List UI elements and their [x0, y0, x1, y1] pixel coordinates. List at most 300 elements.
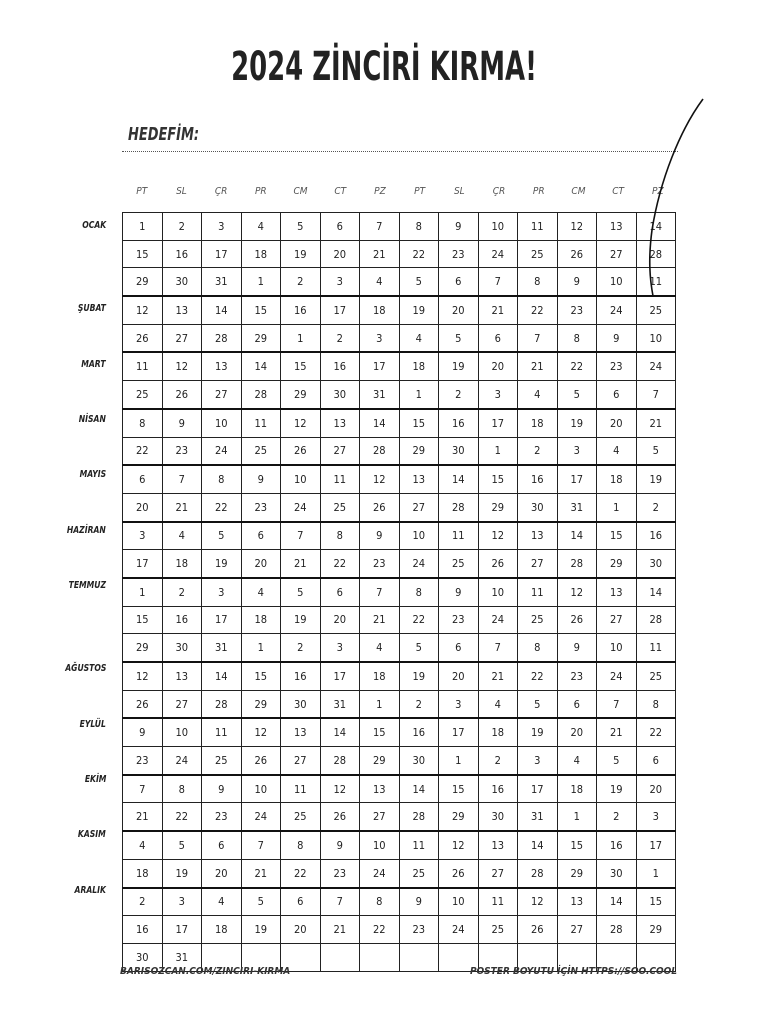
day-cell[interactable]: 12 — [439, 831, 479, 859]
day-cell[interactable]: 30 — [281, 690, 321, 718]
day-cell[interactable]: 24 — [597, 662, 637, 690]
day-cell[interactable]: 2 — [399, 690, 439, 718]
day-cell[interactable]: 19 — [557, 409, 597, 437]
day-cell[interactable]: 13 — [597, 213, 637, 241]
day-cell[interactable]: 7 — [162, 465, 202, 493]
day-cell[interactable]: 14 — [241, 352, 281, 380]
day-cell[interactable]: 29 — [281, 381, 321, 409]
day-cell[interactable]: 26 — [162, 381, 202, 409]
day-cell[interactable]: 7 — [478, 268, 518, 296]
day-cell[interactable]: 28 — [399, 803, 439, 831]
day-cell[interactable]: 15 — [360, 718, 400, 746]
day-cell[interactable]: 29 — [439, 803, 479, 831]
day-cell[interactable]: 12 — [281, 409, 321, 437]
day-cell[interactable]: 5 — [597, 747, 637, 775]
day-cell[interactable]: 26 — [518, 916, 558, 944]
day-cell[interactable]: 17 — [636, 831, 676, 859]
day-cell[interactable]: 20 — [320, 240, 360, 268]
day-cell[interactable]: 28 — [636, 606, 676, 634]
day-cell[interactable]: 27 — [162, 690, 202, 718]
day-cell[interactable]: 5 — [399, 634, 439, 662]
day-cell[interactable]: 13 — [597, 578, 637, 606]
day-cell[interactable]: 31 — [202, 268, 242, 296]
day-cell[interactable]: 7 — [360, 578, 400, 606]
day-cell[interactable]: 11 — [478, 888, 518, 916]
day-cell[interactable]: 21 — [597, 718, 637, 746]
day-cell[interactable]: 25 — [478, 916, 518, 944]
day-cell[interactable]: 25 — [281, 803, 321, 831]
day-cell[interactable]: 3 — [360, 324, 400, 352]
day-cell[interactable]: 7 — [636, 381, 676, 409]
day-cell[interactable]: 1 — [439, 747, 479, 775]
day-cell[interactable]: 15 — [636, 888, 676, 916]
day-cell[interactable]: 13 — [399, 465, 439, 493]
day-cell[interactable]: 15 — [478, 465, 518, 493]
day-cell[interactable]: 1 — [636, 859, 676, 887]
day-cell[interactable]: 21 — [360, 240, 400, 268]
day-cell[interactable]: 17 — [518, 775, 558, 803]
day-cell[interactable]: 25 — [636, 296, 676, 324]
day-cell[interactable]: 16 — [162, 240, 202, 268]
day-cell[interactable]: 18 — [162, 550, 202, 578]
day-cell[interactable]: 28 — [439, 493, 479, 521]
day-cell[interactable]: 17 — [320, 296, 360, 324]
day-cell[interactable]: 10 — [162, 718, 202, 746]
day-cell[interactable]: 13 — [162, 296, 202, 324]
day-cell[interactable]: 31 — [202, 634, 242, 662]
day-cell[interactable]: 6 — [320, 213, 360, 241]
day-cell[interactable]: 2 — [518, 437, 558, 465]
day-cell[interactable]: 21 — [241, 859, 281, 887]
day-cell[interactable]: 26 — [478, 550, 518, 578]
day-cell[interactable]: 9 — [162, 409, 202, 437]
day-cell[interactable]: 20 — [202, 859, 242, 887]
day-cell[interactable]: 5 — [162, 831, 202, 859]
day-cell[interactable]: 15 — [439, 775, 479, 803]
day-cell[interactable]: 12 — [518, 888, 558, 916]
day-cell[interactable]: 26 — [557, 240, 597, 268]
day-cell[interactable]: 16 — [281, 296, 321, 324]
day-cell[interactable]: 17 — [360, 352, 400, 380]
day-cell[interactable]: 16 — [123, 916, 163, 944]
day-cell[interactable]: 1 — [241, 634, 281, 662]
day-cell[interactable]: 19 — [162, 859, 202, 887]
day-cell[interactable]: 29 — [597, 550, 637, 578]
day-cell[interactable]: 10 — [478, 213, 518, 241]
day-cell[interactable]: 27 — [557, 916, 597, 944]
day-cell[interactable]: 8 — [360, 888, 400, 916]
day-cell[interactable]: 8 — [202, 465, 242, 493]
day-cell[interactable]: 29 — [241, 690, 281, 718]
day-cell[interactable]: 3 — [202, 578, 242, 606]
day-cell[interactable]: 16 — [281, 662, 321, 690]
day-cell[interactable]: 30 — [439, 437, 479, 465]
day-cell[interactable]: 16 — [320, 352, 360, 380]
day-cell[interactable]: 3 — [202, 213, 242, 241]
day-cell[interactable]: 14 — [202, 296, 242, 324]
day-cell[interactable]: 27 — [399, 493, 439, 521]
day-cell[interactable]: 17 — [439, 718, 479, 746]
day-cell[interactable]: 23 — [202, 803, 242, 831]
day-cell[interactable]: 27 — [597, 606, 637, 634]
day-cell[interactable]: 16 — [399, 718, 439, 746]
day-cell[interactable]: 19 — [281, 606, 321, 634]
day-cell[interactable]: 19 — [636, 465, 676, 493]
day-cell[interactable]: 5 — [281, 578, 321, 606]
day-cell[interactable]: 23 — [597, 352, 637, 380]
day-cell[interactable]: 2 — [281, 268, 321, 296]
day-cell[interactable]: 4 — [597, 437, 637, 465]
footer-poster-note[interactable]: POSTER BOYUTU İÇİN HTTPS://SOO.COOL — [469, 966, 677, 977]
day-cell[interactable]: 11 — [320, 465, 360, 493]
day-cell[interactable]: 22 — [202, 493, 242, 521]
day-cell[interactable]: 31 — [518, 803, 558, 831]
day-cell[interactable]: 9 — [241, 465, 281, 493]
day-cell[interactable]: 26 — [123, 324, 163, 352]
day-cell[interactable]: 18 — [597, 465, 637, 493]
day-cell[interactable]: 14 — [636, 213, 676, 241]
day-cell[interactable]: 14 — [399, 775, 439, 803]
day-cell[interactable]: 26 — [439, 859, 479, 887]
day-cell[interactable]: 28 — [597, 916, 637, 944]
day-cell[interactable]: 22 — [399, 240, 439, 268]
day-cell[interactable]: 23 — [439, 606, 479, 634]
day-cell[interactable]: 6 — [281, 888, 321, 916]
day-cell[interactable]: 10 — [241, 775, 281, 803]
day-cell[interactable]: 15 — [123, 606, 163, 634]
day-cell[interactable]: 14 — [597, 888, 637, 916]
day-cell[interactable]: 18 — [202, 916, 242, 944]
day-cell[interactable]: 13 — [518, 522, 558, 550]
day-cell[interactable]: 9 — [557, 634, 597, 662]
day-cell[interactable]: 4 — [518, 381, 558, 409]
day-cell[interactable]: 19 — [202, 550, 242, 578]
day-cell[interactable]: 23 — [360, 550, 400, 578]
day-cell[interactable]: 3 — [557, 437, 597, 465]
day-cell[interactable]: 18 — [478, 718, 518, 746]
day-cell[interactable]: 5 — [399, 268, 439, 296]
day-cell[interactable]: 27 — [518, 550, 558, 578]
day-cell[interactable]: 3 — [123, 522, 163, 550]
day-cell[interactable]: 8 — [281, 831, 321, 859]
day-cell[interactable]: 31 — [557, 493, 597, 521]
day-cell[interactable]: 24 — [478, 240, 518, 268]
day-cell[interactable]: 11 — [123, 352, 163, 380]
day-cell[interactable]: 24 — [399, 550, 439, 578]
day-cell[interactable]: 18 — [360, 296, 400, 324]
day-cell[interactable]: 23 — [123, 747, 163, 775]
footer-source-link[interactable]: BARISOZCAN.COM/ZINCIRI-KIRMA — [120, 966, 291, 977]
day-cell[interactable]: 6 — [123, 465, 163, 493]
day-cell[interactable]: 11 — [636, 268, 676, 296]
day-cell[interactable]: 10 — [281, 465, 321, 493]
day-cell[interactable]: 22 — [518, 296, 558, 324]
day-cell[interactable]: 11 — [241, 409, 281, 437]
day-cell[interactable]: 10 — [597, 268, 637, 296]
day-cell[interactable]: 28 — [518, 859, 558, 887]
day-cell[interactable]: 25 — [320, 493, 360, 521]
day-cell[interactable]: 27 — [162, 324, 202, 352]
day-cell[interactable]: 28 — [636, 240, 676, 268]
day-cell[interactable]: 8 — [399, 578, 439, 606]
day-cell[interactable]: 21 — [281, 550, 321, 578]
day-cell[interactable]: 19 — [439, 352, 479, 380]
day-cell[interactable]: 29 — [557, 859, 597, 887]
day-cell[interactable]: 4 — [360, 634, 400, 662]
day-cell[interactable]: 18 — [241, 606, 281, 634]
day-cell[interactable]: 20 — [557, 718, 597, 746]
day-cell[interactable]: 15 — [241, 662, 281, 690]
day-cell[interactable]: 22 — [518, 662, 558, 690]
day-cell[interactable]: 2 — [597, 803, 637, 831]
day-cell[interactable]: 20 — [241, 550, 281, 578]
day-cell[interactable]: 14 — [439, 465, 479, 493]
day-cell[interactable]: 10 — [439, 888, 479, 916]
day-cell[interactable]: 29 — [241, 324, 281, 352]
day-cell[interactable]: 4 — [123, 831, 163, 859]
day-cell[interactable]: 22 — [636, 718, 676, 746]
day-cell[interactable]: 13 — [360, 775, 400, 803]
day-cell[interactable]: 4 — [162, 522, 202, 550]
day-cell[interactable]: 13 — [202, 352, 242, 380]
day-cell[interactable]: 15 — [557, 831, 597, 859]
day-cell[interactable]: 25 — [123, 381, 163, 409]
day-cell[interactable]: 23 — [399, 916, 439, 944]
day-cell[interactable]: 30 — [518, 493, 558, 521]
day-cell[interactable]: 17 — [202, 606, 242, 634]
day-cell[interactable]: 9 — [360, 522, 400, 550]
day-cell[interactable]: 2 — [162, 578, 202, 606]
day-cell[interactable]: 26 — [241, 747, 281, 775]
day-cell[interactable]: 28 — [360, 437, 400, 465]
day-cell[interactable]: 22 — [281, 859, 321, 887]
day-cell[interactable]: 10 — [478, 578, 518, 606]
day-cell[interactable]: 4 — [202, 888, 242, 916]
day-cell[interactable]: 6 — [557, 690, 597, 718]
day-cell[interactable]: 28 — [202, 690, 242, 718]
day-cell[interactable]: 3 — [636, 803, 676, 831]
day-cell[interactable]: 12 — [162, 352, 202, 380]
day-cell[interactable]: 15 — [281, 352, 321, 380]
day-cell[interactable]: 27 — [320, 437, 360, 465]
day-cell[interactable]: 14 — [320, 718, 360, 746]
day-cell[interactable]: 17 — [162, 916, 202, 944]
day-cell[interactable]: 3 — [320, 634, 360, 662]
day-cell[interactable]: 15 — [123, 240, 163, 268]
day-cell[interactable]: 3 — [478, 381, 518, 409]
day-cell[interactable]: 30 — [399, 747, 439, 775]
day-cell[interactable]: 23 — [162, 437, 202, 465]
day-cell[interactable]: 13 — [557, 888, 597, 916]
day-cell[interactable]: 8 — [557, 324, 597, 352]
day-cell[interactable]: 1 — [478, 437, 518, 465]
day-cell[interactable]: 7 — [320, 888, 360, 916]
day-cell[interactable]: 8 — [123, 409, 163, 437]
day-cell[interactable]: 2 — [123, 888, 163, 916]
day-cell[interactable]: 6 — [241, 522, 281, 550]
day-cell[interactable]: 8 — [518, 634, 558, 662]
day-cell[interactable]: 30 — [478, 803, 518, 831]
day-cell[interactable]: 5 — [636, 437, 676, 465]
day-cell[interactable]: 21 — [518, 352, 558, 380]
day-cell[interactable]: 5 — [518, 690, 558, 718]
day-cell[interactable]: 6 — [320, 578, 360, 606]
day-cell[interactable]: 6 — [439, 268, 479, 296]
day-cell[interactable]: 20 — [478, 352, 518, 380]
day-cell[interactable]: 11 — [202, 718, 242, 746]
day-cell[interactable]: 6 — [439, 634, 479, 662]
day-cell[interactable]: 26 — [281, 437, 321, 465]
day-cell[interactable]: 20 — [439, 296, 479, 324]
day-cell[interactable]: 5 — [557, 381, 597, 409]
day-cell[interactable]: 24 — [162, 747, 202, 775]
day-cell[interactable]: 27 — [478, 859, 518, 887]
day-cell[interactable]: 11 — [636, 634, 676, 662]
day-cell[interactable]: 24 — [478, 606, 518, 634]
day-cell[interactable]: 20 — [281, 916, 321, 944]
day-cell[interactable]: 23 — [241, 493, 281, 521]
day-cell[interactable]: 3 — [518, 747, 558, 775]
day-cell[interactable]: 1 — [241, 268, 281, 296]
day-cell[interactable]: 25 — [518, 606, 558, 634]
day-cell[interactable]: 23 — [439, 240, 479, 268]
day-cell[interactable]: 6 — [597, 381, 637, 409]
day-cell[interactable]: 18 — [399, 352, 439, 380]
day-cell[interactable]: 17 — [320, 662, 360, 690]
day-cell[interactable]: 2 — [162, 213, 202, 241]
day-cell[interactable]: 25 — [518, 240, 558, 268]
day-cell[interactable]: 24 — [360, 859, 400, 887]
day-cell[interactable]: 19 — [281, 240, 321, 268]
day-cell[interactable]: 4 — [557, 747, 597, 775]
day-cell[interactable]: 5 — [439, 324, 479, 352]
day-cell[interactable]: 19 — [241, 916, 281, 944]
day-cell[interactable]: 18 — [518, 409, 558, 437]
day-cell[interactable]: 27 — [360, 803, 400, 831]
day-cell[interactable]: 8 — [399, 213, 439, 241]
day-cell[interactable]: 24 — [636, 352, 676, 380]
day-cell[interactable]: 7 — [360, 213, 400, 241]
day-cell[interactable]: 9 — [123, 718, 163, 746]
day-cell[interactable]: 12 — [123, 662, 163, 690]
day-cell[interactable]: 3 — [439, 690, 479, 718]
day-cell[interactable]: 15 — [241, 296, 281, 324]
day-cell[interactable]: 26 — [360, 493, 400, 521]
day-cell[interactable]: 17 — [478, 409, 518, 437]
day-cell[interactable]: 19 — [399, 662, 439, 690]
day-cell[interactable]: 9 — [399, 888, 439, 916]
day-cell[interactable]: 6 — [202, 831, 242, 859]
day-cell[interactable]: 14 — [557, 522, 597, 550]
day-cell[interactable]: 18 — [123, 859, 163, 887]
day-cell[interactable]: 12 — [360, 465, 400, 493]
day-cell[interactable]: 8 — [518, 268, 558, 296]
day-cell[interactable]: 1 — [281, 324, 321, 352]
day-cell[interactable]: 10 — [399, 522, 439, 550]
day-cell[interactable]: 21 — [636, 409, 676, 437]
day-cell[interactable]: 27 — [597, 240, 637, 268]
day-cell[interactable]: 1 — [557, 803, 597, 831]
day-cell[interactable]: 25 — [399, 859, 439, 887]
day-cell[interactable]: 30 — [162, 268, 202, 296]
day-cell[interactable]: 12 — [241, 718, 281, 746]
day-cell[interactable]: 25 — [202, 747, 242, 775]
day-cell[interactable]: 20 — [320, 606, 360, 634]
day-cell[interactable]: 1 — [123, 213, 163, 241]
day-cell[interactable]: 19 — [518, 718, 558, 746]
day-cell[interactable]: 1 — [597, 493, 637, 521]
day-cell[interactable]: 15 — [597, 522, 637, 550]
day-cell[interactable]: 29 — [478, 493, 518, 521]
day-cell[interactable]: 5 — [241, 888, 281, 916]
day-cell[interactable]: 31 — [360, 381, 400, 409]
day-cell[interactable]: 30 — [162, 634, 202, 662]
day-cell[interactable]: 30 — [597, 859, 637, 887]
day-cell[interactable]: 10 — [597, 634, 637, 662]
day-cell[interactable]: 12 — [557, 213, 597, 241]
day-cell[interactable]: 21 — [162, 493, 202, 521]
day-cell[interactable]: 16 — [162, 606, 202, 634]
day-cell[interactable]: 14 — [518, 831, 558, 859]
day-cell[interactable]: 3 — [320, 268, 360, 296]
day-cell[interactable]: 16 — [597, 831, 637, 859]
day-cell[interactable]: 13 — [320, 409, 360, 437]
day-cell[interactable]: 6 — [636, 747, 676, 775]
day-cell[interactable]: 5 — [281, 213, 321, 241]
day-cell[interactable]: 9 — [597, 324, 637, 352]
day-cell[interactable]: 18 — [241, 240, 281, 268]
day-cell[interactable]: 11 — [399, 831, 439, 859]
day-cell[interactable]: 10 — [636, 324, 676, 352]
day-cell[interactable]: 16 — [478, 775, 518, 803]
day-cell[interactable]: 29 — [360, 747, 400, 775]
day-cell[interactable]: 7 — [478, 634, 518, 662]
day-cell[interactable]: 4 — [478, 690, 518, 718]
day-cell[interactable]: 8 — [636, 690, 676, 718]
day-cell[interactable]: 1 — [123, 578, 163, 606]
day-cell[interactable]: 2 — [320, 324, 360, 352]
day-cell[interactable]: 28 — [241, 381, 281, 409]
day-cell[interactable]: 20 — [597, 409, 637, 437]
day-cell[interactable]: 25 — [439, 550, 479, 578]
day-cell[interactable]: 5 — [202, 522, 242, 550]
day-cell[interactable]: 26 — [557, 606, 597, 634]
day-cell[interactable]: 3 — [162, 888, 202, 916]
day-cell[interactable]: 11 — [439, 522, 479, 550]
day-cell[interactable]: 28 — [320, 747, 360, 775]
day-cell[interactable]: 11 — [518, 578, 558, 606]
day-cell[interactable]: 18 — [360, 662, 400, 690]
day-cell[interactable]: 16 — [636, 522, 676, 550]
day-cell[interactable]: 17 — [123, 550, 163, 578]
day-cell[interactable]: 7 — [281, 522, 321, 550]
day-cell[interactable]: 22 — [557, 352, 597, 380]
day-cell[interactable]: 1 — [360, 690, 400, 718]
day-cell[interactable]: 14 — [202, 662, 242, 690]
day-cell[interactable]: 30 — [636, 550, 676, 578]
day-cell[interactable]: 4 — [241, 213, 281, 241]
day-cell[interactable]: 29 — [123, 268, 163, 296]
day-cell[interactable]: 12 — [557, 578, 597, 606]
day-cell[interactable]: 28 — [202, 324, 242, 352]
day-cell[interactable]: 19 — [597, 775, 637, 803]
day-cell[interactable]: 21 — [123, 803, 163, 831]
day-cell[interactable]: 21 — [320, 916, 360, 944]
day-cell[interactable]: 13 — [281, 718, 321, 746]
day-cell[interactable]: 20 — [123, 493, 163, 521]
day-cell[interactable]: 17 — [202, 240, 242, 268]
day-cell[interactable]: 16 — [518, 465, 558, 493]
